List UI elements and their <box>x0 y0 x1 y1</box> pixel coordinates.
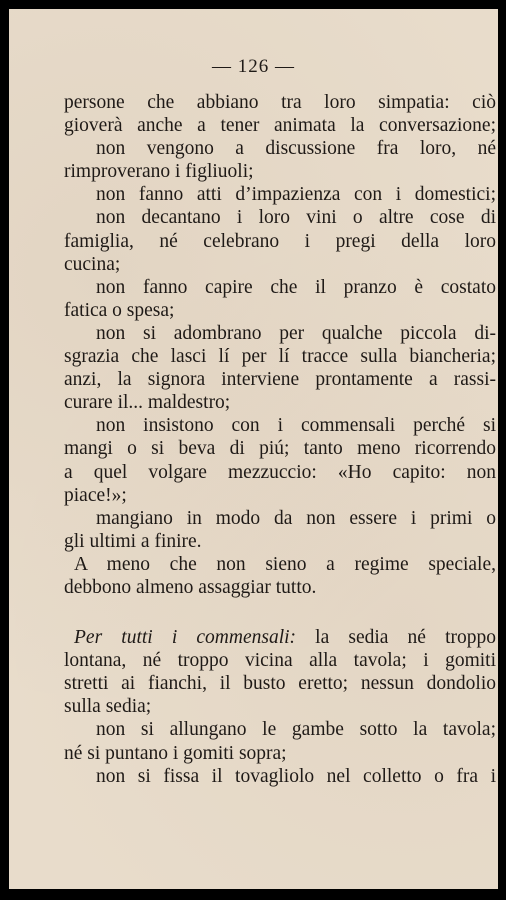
text-line: né si puntano i gomiti sopra; <box>64 742 287 764</box>
paragraph-block-2 <box>64 649 496 788</box>
paragraph-gap <box>64 599 496 626</box>
text-line: non decantano i loro vini o altre cose di <box>96 207 496 229</box>
text-line: non si adombrano per qualche piccola di- <box>96 322 496 344</box>
text-line: non fanno atti d’impazienza con i domestici; <box>96 184 496 206</box>
text-line: non insistono con i commensali perché si <box>96 415 496 437</box>
text-line: famiglia, né celebrano i pregi della loro <box>64 230 496 252</box>
text-line: fatica o spesa; <box>64 299 175 321</box>
text-line: non fanno capire che il pranzo è costato <box>96 276 496 298</box>
text-line: debbono almeno assaggiar tutto. <box>64 576 317 598</box>
text-line: non si allungano le gambe sotto la tavola; <box>96 719 496 741</box>
text-line: persone che abbiano tra loro simpatia: ciò <box>64 92 496 113</box>
text-line: rimproverano i figliuoli; <box>64 161 254 183</box>
paragraph-block-1 <box>64 91 496 599</box>
text-line: piace!»; <box>64 484 127 506</box>
text-line: gli ultimi a finire. <box>64 530 202 552</box>
text-line: stretti ai fianchi, il busto eretto; nessun dondolio <box>64 673 496 695</box>
text-line: sgrazia che lasci lí per lí tracce sulla biancheria; <box>64 346 496 368</box>
text-line: sulla sedia; <box>64 696 152 718</box>
text-line: mangi o si beva di piú; tanto meno ricorrendo <box>64 438 496 460</box>
text-line: mangiano in modo da non essere i primi o <box>96 507 496 529</box>
text-line: cucina; <box>64 253 121 275</box>
text-line: A meno che non sieno a regime speciale, <box>74 553 496 575</box>
commensali-heading-rest: la sedia né troppo <box>296 627 496 649</box>
text-line-commensali <box>64 626 496 649</box>
text-line: anzi, la signora interviene prontamente a rassi- <box>64 369 496 391</box>
text-line: a quel volgare mezzuccio: «Ho capito: non <box>64 461 496 483</box>
commensali-heading: Per tutti i commensali: <box>74 627 297 649</box>
book-page <box>9 9 498 889</box>
text-line: non si fissa il tovagliolo nel colletto o fra i <box>96 765 496 787</box>
page-text <box>64 91 496 788</box>
text-line: curare il... maldestro; <box>64 392 231 414</box>
text-line: non vengono a discussione fra loro, né <box>96 138 496 160</box>
text-line: gioverà anche a tener animata la conversazione; <box>64 115 496 137</box>
page-number: — 126 — <box>212 56 295 77</box>
text-line: lontana, né troppo vicina alla tavola; i gomiti <box>64 650 496 672</box>
